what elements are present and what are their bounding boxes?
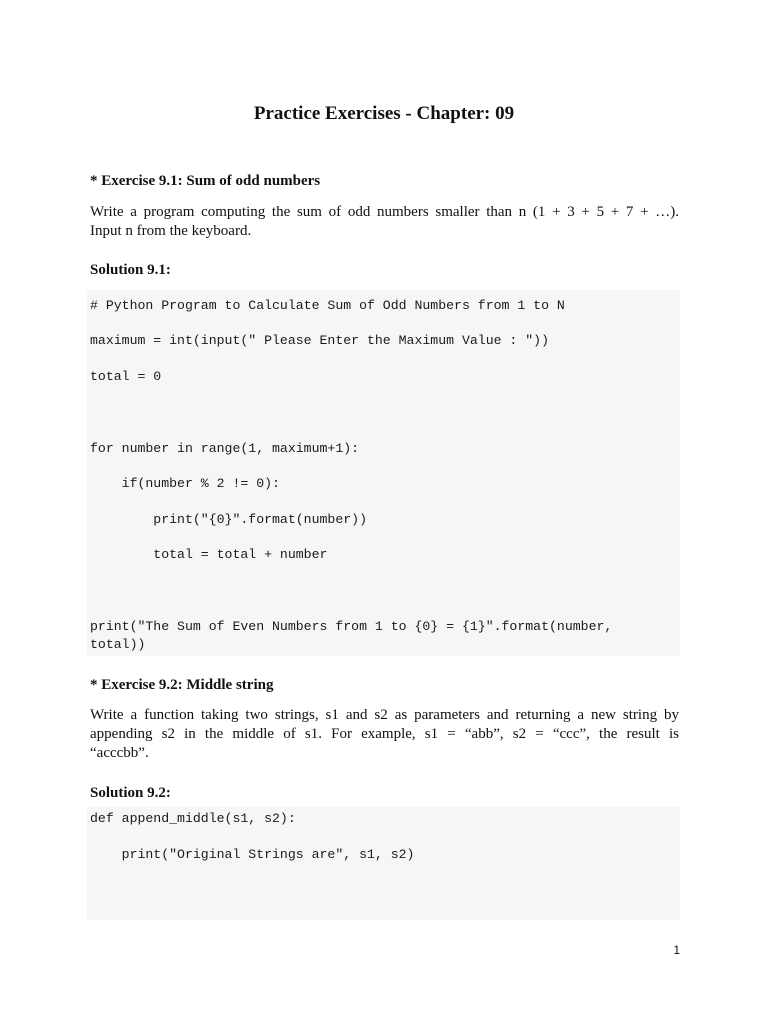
code-line: for number in range(1, maximum+1): [90,441,360,456]
exercise-9-1-description-line-1: Write a program computing the sum of odd numbers smaller than n (1 + 3 + 5 + 7 + …). [90,204,679,220]
solution-9-1-heading: Solution 9.1: [90,262,171,278]
exercise-9-1-heading: * Exercise 9.1: Sum of odd numbers [90,173,321,189]
exercise-9-2-description-line-3: “acccbb”. [90,745,149,761]
code-line: print("The Sum of Even Numbers from 1 to {0} = {1}".format(number, [90,619,613,634]
exercise-9-1-description-line-2: Input n from the keyboard. [90,223,252,239]
page-title: Practice Exercises - Chapter: 09 [253,103,515,124]
code-line: total = total + number [90,547,328,562]
code-line: if(number % 2 != 0): [90,476,280,491]
code-line: maximum = int(input(" Please Enter the Maximum Value : ")) [90,333,549,348]
code-line: # Python Program to Calculate Sum of Odd Numbers from 1 to N [90,298,565,313]
code-line: print("Original Strings are", s1, s2) [90,847,415,862]
exercise-9-2-heading: * Exercise 9.2: Middle string [90,677,274,693]
exercise-9-2-description-line-1: Write a function taking two strings, s1 and s2 as parameters and returning a new string by [90,707,679,723]
solution-9-2-heading: Solution 9.2: [90,785,171,801]
code-line: def append_middle(s1, s2): [90,811,296,826]
code-line: print("{0}".format(number)) [90,512,367,527]
exercise-9-2-description-line-2: appending s2 in the middle of s1. For example, s1 = “abb”, s2 = “ccc”, the result is [90,726,679,742]
code-line: total)) [90,637,146,652]
code-line: total = 0 [90,369,162,384]
page-number: 1 [673,943,680,957]
